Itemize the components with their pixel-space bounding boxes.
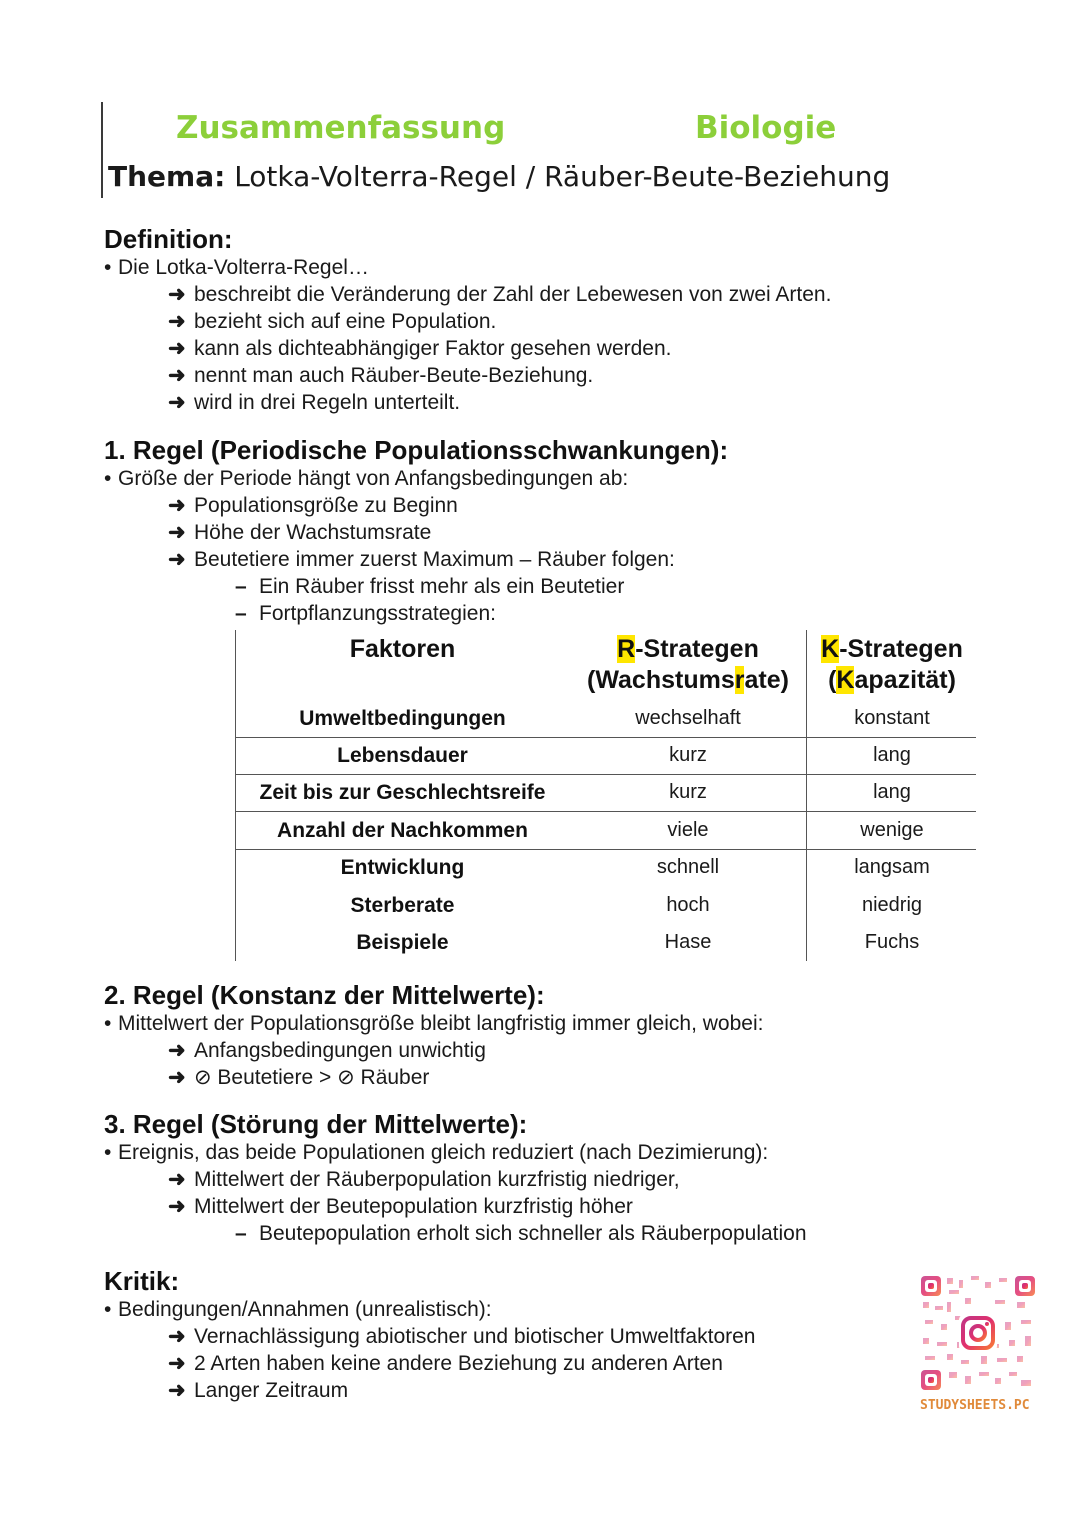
table-cell-r: Hase: [664, 931, 712, 953]
branding-label: STUDYSHEETS.PC: [920, 1398, 1030, 1413]
table-row-line: [236, 774, 976, 775]
r-header-line1: [570, 634, 806, 665]
rule1-sub-item: [235, 574, 624, 600]
arrow-icon: ➜: [168, 1379, 186, 1402]
definition-item-text: kann als dichteabhängiger Faktor gesehen werden.: [194, 337, 672, 360]
rule1-intro-text: Größe der Periode hängt von Anfangsbedingungen ab:: [118, 467, 629, 490]
critique-item: [168, 1351, 723, 1377]
rule1-sub-item-text: Ein Räuber frisst mehr als ein Beutetier: [259, 575, 625, 598]
table-cell-k: lang: [873, 781, 911, 803]
dash-icon: –: [235, 1222, 247, 1245]
topic-label: Thema:: [108, 160, 226, 193]
arrow-icon: ➜: [168, 310, 186, 333]
table-row-label: Beispiele: [356, 931, 449, 954]
table-cell-r: wechselhaft: [635, 707, 741, 729]
k-header-line1: [807, 634, 977, 665]
definition-item: [168, 390, 460, 416]
arrow-icon: ➜: [168, 391, 186, 414]
k-highlight: K: [821, 635, 840, 663]
arrow-icon: ➜: [168, 283, 186, 306]
table-cell-r: schnell: [656, 856, 720, 878]
definition-item-text: nennt man auch Räuber-Beute-Beziehung.: [194, 364, 594, 387]
rule3-sub-item-text: Beutepopulation erholt sich schneller als Räuberpopulation: [259, 1222, 807, 1245]
critique-item-text: Langer Zeitraum: [194, 1379, 349, 1402]
rule2-item-text: ⊘ Beutetiere > ⊘ Räuber: [194, 1066, 430, 1089]
rule1-item: [168, 520, 431, 546]
definition-item: [168, 309, 496, 335]
arrow-icon: ➜: [168, 1168, 186, 1191]
definition-intro-text: Die Lotka-Volterra-Regel…: [118, 256, 369, 279]
critique-intro-text: Bedingungen/Annahmen (unrealistisch):: [118, 1298, 492, 1321]
k-header-line2: [807, 665, 977, 696]
dash-icon: –: [235, 575, 247, 598]
rule3-item-text: Mittelwert der Beutepopulation kurzfristig höher: [194, 1195, 633, 1218]
arrow-icon: ➜: [168, 521, 186, 544]
table-cell-r: kurz: [669, 781, 707, 803]
table-header-k: [807, 634, 977, 696]
k-sub-open: (: [828, 666, 837, 694]
rule2-item: [168, 1065, 429, 1091]
critique-heading: Kritik:: [104, 1266, 180, 1296]
qr-code-icon[interactable]: [921, 1276, 1035, 1390]
topic-line: [108, 160, 890, 193]
table-header-r: [570, 634, 806, 696]
arrow-icon: ➜: [168, 364, 186, 387]
definition-heading: Definition:: [104, 224, 233, 254]
table-cell-k: Fuchs: [864, 931, 920, 953]
table-row-line: [236, 849, 976, 850]
rule3-item: [168, 1167, 680, 1193]
topic-value: Lotka-Volterra-Regel / Räuber-Beute-Beziehung: [225, 160, 891, 193]
rule3-heading: 3. Regel (Störung der Mittelwerte):: [104, 1109, 528, 1139]
rule2-item: [168, 1038, 486, 1064]
table-cell-k: niedrig: [861, 894, 923, 916]
k-header-text: -Strategen: [839, 635, 963, 663]
header-accent-bar: [101, 102, 103, 198]
rule1-sub-item-text: Fortpflanzungsstrategien:: [259, 602, 496, 625]
table-row-label: Anzahl der Nachkommen: [277, 819, 528, 842]
critique-item-text: 2 Arten haben keine andere Beziehung zu anderen Arten: [194, 1352, 723, 1375]
rule3-sub-item: [235, 1221, 807, 1247]
rule1-item-text: Höhe der Wachstumsrate: [194, 521, 432, 544]
critique-item: [168, 1378, 348, 1404]
rule1-item-text: Beutetiere immer zuerst Maximum – Räuber folgen:: [194, 548, 675, 571]
table-row-label: Umweltbedingungen: [299, 707, 506, 730]
bullet-icon: •: [104, 1012, 112, 1035]
rule3-intro: [104, 1140, 768, 1166]
definition-item-text: wird in drei Regeln unterteilt.: [194, 391, 461, 414]
r-header-text: -Strategen: [635, 635, 759, 663]
rule1-item: [168, 547, 675, 573]
rule3-item: [168, 1194, 633, 1220]
table-row-label: Entwicklung: [340, 856, 465, 879]
dash-icon: –: [235, 602, 247, 625]
bullet-icon: •: [104, 467, 112, 490]
subject-title: Biologie: [695, 110, 837, 146]
critique-item: [168, 1324, 755, 1350]
table-cell-k: konstant: [854, 707, 930, 729]
critique-item-text: Vernachlässigung abiotischer und biotischer Umweltfaktoren: [194, 1325, 756, 1348]
table-cell-k: langsam: [854, 856, 930, 878]
table-cell-r: kurz: [669, 744, 707, 766]
arrow-icon: ➜: [168, 1039, 186, 1062]
definition-item: [168, 336, 671, 362]
r-header-line2: [570, 665, 806, 696]
rule1-heading: 1. Regel (Periodische Populationsschwankungen):: [104, 435, 729, 465]
rule2-intro: [104, 1011, 763, 1037]
table-cell-r: viele: [667, 819, 709, 841]
arrow-icon: ➜: [168, 494, 186, 517]
critique-intro: [104, 1297, 492, 1323]
definition-item-text: bezieht sich auf eine Population.: [194, 310, 497, 333]
definition-item: [168, 363, 593, 389]
arrow-icon: ➜: [168, 1066, 186, 1089]
rule3-item-text: Mittelwert der Räuberpopulation kurzfristig niedriger,: [194, 1168, 680, 1191]
arrow-icon: ➜: [168, 337, 186, 360]
table-header-factors: Faktoren: [349, 635, 456, 663]
rule2-intro-text: Mittelwert der Populationsgröße bleibt langfristig immer gleich, wobei:: [118, 1012, 764, 1035]
table-row-label: Lebensdauer: [337, 744, 468, 767]
k-sub-close: apazität): [854, 666, 956, 694]
rule1-sub-item: [235, 601, 496, 627]
table-row-line: [236, 811, 976, 812]
table-row-line: [236, 737, 976, 738]
bullet-icon: •: [104, 256, 112, 279]
rule3-intro-text: Ereignis, das beide Populationen gleich reduziert (nach Dezimierung):: [118, 1141, 769, 1164]
definition-intro: [104, 255, 369, 281]
arrow-icon: ➜: [168, 1352, 186, 1375]
r-highlight: R: [617, 635, 636, 663]
page-title: Zusammenfassung: [176, 110, 506, 146]
rule1-intro: [104, 466, 628, 492]
rule2-heading: 2. Regel (Konstanz der Mittelwerte):: [104, 980, 545, 1010]
bullet-icon: •: [104, 1298, 112, 1321]
table-cell-r: hoch: [666, 894, 710, 916]
table-cell-k: wenige: [860, 819, 924, 841]
definition-item-text: beschreibt die Veränderung der Zahl der Lebewesen von zwei Arten.: [194, 283, 832, 306]
bullet-icon: •: [104, 1141, 112, 1164]
k-sub-highlight: K: [836, 666, 855, 694]
table-row-label: Sterberate: [350, 894, 455, 917]
definition-item: [168, 282, 831, 308]
r-sub-close: ate): [744, 666, 789, 694]
arrow-icon: ➜: [168, 548, 186, 571]
r-sub-highlight: r: [734, 666, 745, 694]
arrow-icon: ➜: [168, 1325, 186, 1348]
table-row-label: Zeit bis zur Geschlechtsreife: [259, 781, 546, 804]
rule1-item-text: Populationsgröße zu Beginn: [194, 494, 458, 517]
r-sub-open: (Wachstums: [587, 666, 735, 694]
rule1-item: [168, 493, 458, 519]
rule2-item-text: Anfangsbedingungen unwichtig: [194, 1039, 486, 1062]
arrow-icon: ➜: [168, 1195, 186, 1218]
table-cell-k: lang: [873, 744, 911, 766]
